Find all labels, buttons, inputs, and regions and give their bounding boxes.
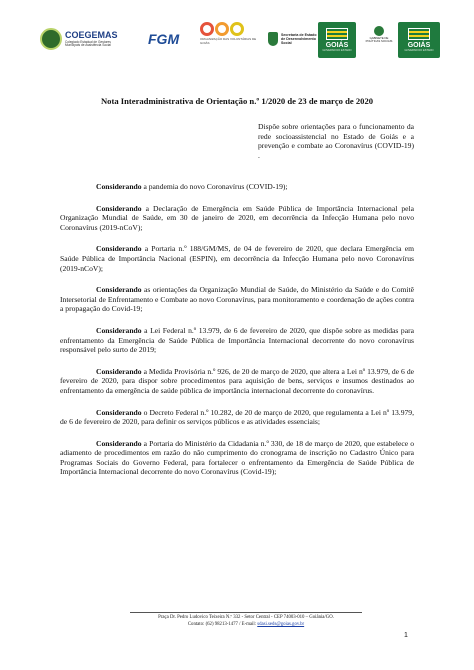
secretaria-emblem-icon [268,32,278,46]
footer-divider [130,612,362,613]
consideration-paragraph [60,204,414,233]
consideration-text: a Declaração de Emergência em Saúde Pública de Importância Internacional pela Organização Mundial de Saúde, em 30 de janeiro de 2020, em decorrência da Infecção Humana pelo novo Coronavírus (2019-nCoV); [60,203,414,232]
footer-contact [100,621,392,628]
ovg-sub: ORGANIZAÇÃO DAS VOLUNTÁRIAS DE GOIÁS [200,37,257,45]
consideration-text: a Portaria n.º 188/GM/MS, de 04 de fevereiro de 2020, que declara Emergência em Saúde Pública de Importância Nacional (ESPIN), em decorrência da Infecção Humana pelo novo Coronavírus (2019-nCoV); [60,244,414,273]
consideration-paragraph [60,408,414,427]
consideration-text: a pandemia do novo Coronavírus (COVID-19); [143,182,288,191]
ovg-logo [200,22,266,56]
footer [100,614,392,628]
consideration-text: a Medida Provisória n.º 926, de 20 de março de 2020, que altera a Lei nº 13.979, de 6 de fevereiro de 2020, para dispor sobre procedimentos para aquisição de bens, serviços e insumos destinados ao enfrentamento da emergência de saúde pública de importância internacional decorrente do coronavírus. [60,366,414,395]
footer-contact-text: Contato: (62) 98213-1477 / E-mail: [187,622,258,627]
consideration-lead: Considerando [96,407,142,417]
consideration-text: a Lei Federal n.º 13.979, de 6 de fevereiro de 2020, que dispõe sobre as medidas para enfrentamento da Emergência de Saúde Pública de Importância Internacional decorrente do novo coronavírus responsável pelo surto de 2019; [60,325,414,355]
consideration-lead: Considerando [96,285,142,295]
goias-flag-icon [408,28,430,40]
consideration-lead: Considerando [96,244,142,254]
document-title: Nota Interadministrativa de Orientação n.º 1/2020 de 23 de março de 2020 [100,96,374,106]
consideration-lead: Considerando [96,203,142,213]
document-ementa: Dispõe sobre orientações para o funcionamento da rede socioassistencial no Estado de Goiás e a prevenção e combate ao Coronavírus (COVID-19) . [258,122,414,160]
consideration-lead: Considerando [96,438,142,448]
consideration-paragraph [60,439,414,477]
goias-name-2: GOIÁS [407,42,431,49]
goias-sub-1: GOVERNO DO ESTADO [322,49,352,52]
goias-logo-1 [318,22,356,58]
consideration-text: a Portaria do Ministério da Cidadania n.º 330, de 18 de março de 2020, que estabelece o adiamento de procedimentos em razão do não cumprimento do cronograma de inscrição no Cadastro Único para Programas Sociais do Governo Federal, para fortalecer o enfrentamento da Emergência de Saúde Pública de Importância Internacional decorrente do novo Coronavírus (Covid-19); [60,438,415,477]
consideration-paragraph [60,326,414,355]
gabinete-logo [364,26,394,52]
ovg-mark-icon [200,22,245,36]
goias-flag-icon [326,28,348,40]
goias-sub-2: GOVERNO DO ESTADO [404,49,434,52]
secretaria-name: Secretaria de Estado de Desenvolvimento Social [281,32,317,46]
footer-email-link[interactable]: sdasi.seds@goias.gov.br [257,622,305,627]
gabinete-emblem-icon [374,26,384,36]
consideration-paragraph [60,244,414,273]
consideration-paragraph [60,285,414,314]
consideration-lead: Considerando [96,182,142,191]
consideration-lead: Considerando [96,325,142,335]
coegemas-sub: Colegiado Estadual de Gestores Municipais de Assistência Social [65,39,111,47]
page-number: 1 [404,632,408,639]
consideration-paragraph [60,367,414,396]
fgm-logo: FGM [148,31,180,47]
consideration-text: o Decreto Federal n.º 10.282, de 20 de março de 2020, que regulamenta a Lei nº 13.979, de 6 de fevereiro de 2020, para definir os serviços públicos e as atividades essenciais; [60,407,414,427]
goias-name-1: GOIÁS [325,42,349,49]
consideration-lead: Considerando [96,366,142,376]
considerations [60,182,414,489]
coegemas-name: COEGEMAS [65,29,118,40]
consideration-text: as orientações da Organização Mundial de Saúde, do Ministério da Saúde e do Comitê Intersetorial de Enfrentamento e Combate ao novo Coronavírus, para monitoramento e coordenação de ações contra a propagação do Covid-19; [60,285,414,314]
coegemas-emblem-icon [40,28,62,50]
gabinete-name: GABINETE DE POLÍTICAS SOCIAIS [365,36,393,44]
footer-address: Praça Dr. Pedro Ludovico Teixeira N.º 332 - Setor Central - CEP 74003-010 – Goiânia/GO. [158,615,334,620]
goias-logo-2 [398,22,440,58]
consideration-paragraph [60,182,414,192]
coegemas-logo [40,24,128,54]
letterhead [40,18,440,62]
